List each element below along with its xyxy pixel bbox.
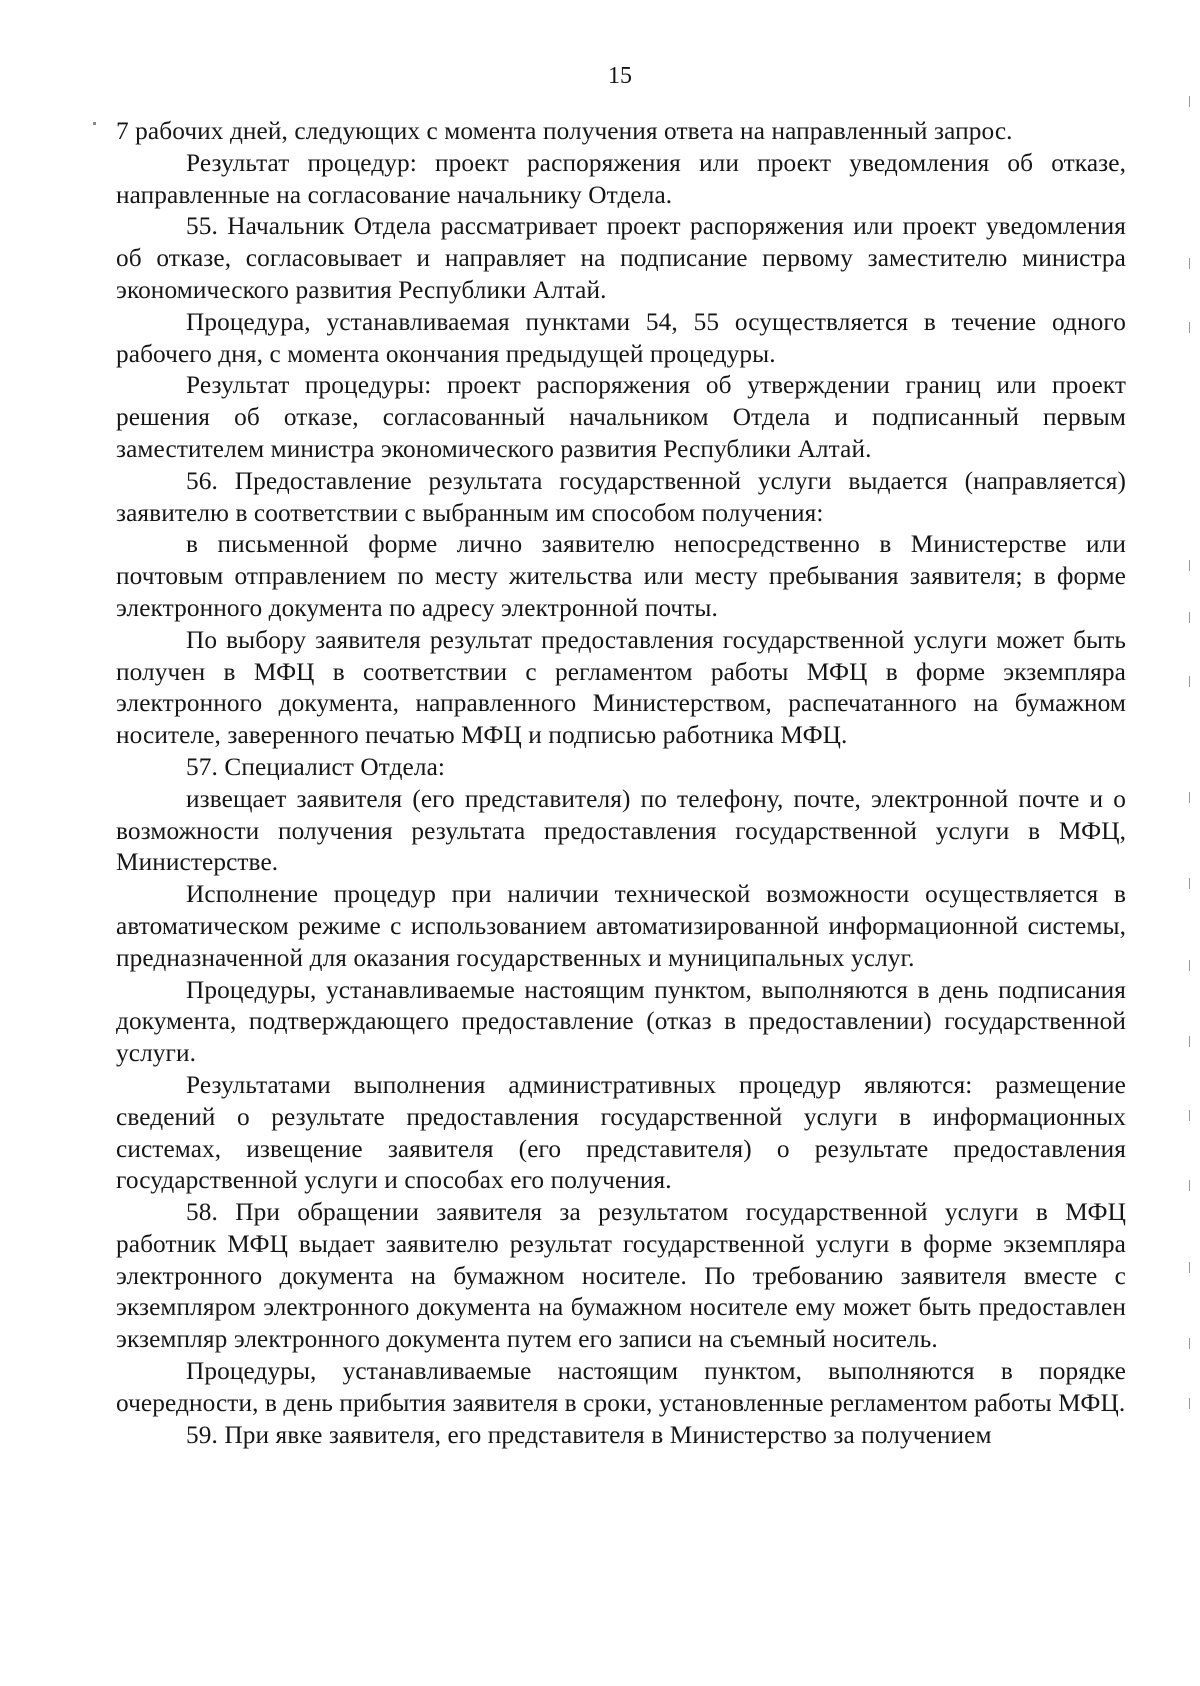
paragraph: в письменной форме лично заявителю непосредственно в Министерстве или почтовым отправлением по месту жительства или месту пребывания заявителя; в форме электронного документа по адресу электронной почты.	[116, 530, 1126, 622]
scan-edge-mark	[1189, 560, 1190, 571]
paragraph: 7 рабочих дней, следующих с момента получения ответа на направленный запрос.	[116, 117, 1013, 145]
paragraph-item-57: 57. Специалист Отдела:	[186, 752, 446, 781]
scan-edge-mark	[1189, 1398, 1190, 1409]
scan-edge-mark	[1189, 1110, 1190, 1121]
paragraph: Процедуры, устанавливаемые настоящим пунктом, выполняются в день подписания документа, подтверждающего предоставление (отказ в предоставлении) государственной услуги.	[116, 975, 1126, 1068]
page-number: 15	[608, 63, 632, 89]
scan-edge-mark	[1189, 960, 1190, 971]
scan-edge-mark	[1189, 792, 1190, 803]
scan-edge-mark	[1189, 878, 1190, 889]
paragraph: Результат процедур: проект распоряжения или проект уведомления об отказе, направленные на согласование начальнику Отдела.	[116, 148, 1126, 209]
paragraph: Процедуры, устанавливаемые настоящим пунктом, выполняются в порядке очередности, в день прибытия заявителя в сроки, установленные регламентом работы МФЦ.	[116, 1357, 1126, 1417]
scan-edge-mark	[1189, 676, 1190, 687]
paragraph-item-55: 55. Начальник Отдела рассматривает проект распоряжения или проект уведомления об отказе, согласовывает и направляет на подписание первому заместителю министра экономического развития Республики Алтай.	[116, 212, 1126, 304]
scan-edge-mark	[1189, 96, 1190, 107]
paragraph: Результат процедуры: проект распоряжения об утверждении границ или проект решения об отказе, согласованный начальником Отдела и подписанный первым заместителем министра экономического развития Республики Алтай.	[116, 371, 1126, 463]
paragraph: Результатами выполнения административных процедур являются: размещение сведений о результате предоставления государственной услуги в информационных системах, извещение заявителя (его представителя) о результате предоставления государственной услуги и способах его получения.	[116, 1070, 1126, 1195]
paragraph: извещает заявителя (его представителя) по телефону, почте, электронной почте и о возможности получения результата предоставления государственной услуги в МФЦ, Министерстве.	[116, 784, 1126, 877]
paragraph: Исполнение процедур при наличии технической возможности осуществляется в автоматическом режиме с использованием автоматизированной информационной системы, предназначенной для оказания государственных и муниципальных услуг.	[116, 880, 1126, 972]
scan-edge-mark	[1189, 322, 1190, 333]
scan-edge-mark	[1189, 612, 1190, 623]
scan-edge-mark	[1189, 1180, 1190, 1191]
scan-edge-mark	[1189, 1036, 1190, 1047]
scan-edge-mark	[1189, 258, 1190, 269]
paragraph-item-58: 58. При обращении заявителя за результатом государственной услуги в МФЦ работник МФЦ выдает заявителю результат государственной услуги в форме экземпляра электронного документа на бумажном носителе. По требованию заявителя вместе с экземпляром электронного документа на бумажном носителе ему может быть предоставлен экземпляр электронного документа путем его записи на съемный носитель.	[116, 1198, 1126, 1354]
document-body	[116, 116, 1126, 1451]
scan-edge-mark	[1189, 1338, 1190, 1349]
paragraph: Процедура, устанавливаемая пунктами 54, 55 осуществляется в течение одного рабочего дня, с момента окончания предыдущей процедуры.	[116, 307, 1126, 368]
paragraph-item-56: 56. Предоставление результата государственной услуги выдается (направляется) заявителю в соответствии с выбранным им способом получения:	[116, 466, 1126, 527]
scan-edge-mark	[1189, 1262, 1190, 1273]
paragraph: По выбору заявителя результат предоставления государственной услуги может быть получен в МФЦ в соответствии с регламентом работы МФЦ в форме экземпляра электронного документа, направленного Министерством, распечатанного на бумажном носителе, заверенного печатью МФЦ и подписью работника МФЦ.	[116, 625, 1126, 750]
paragraph-item-59: 59. При явке заявителя, его представителя в Министерство за получением	[186, 1420, 992, 1449]
scan-margin-mark	[93, 122, 96, 125]
